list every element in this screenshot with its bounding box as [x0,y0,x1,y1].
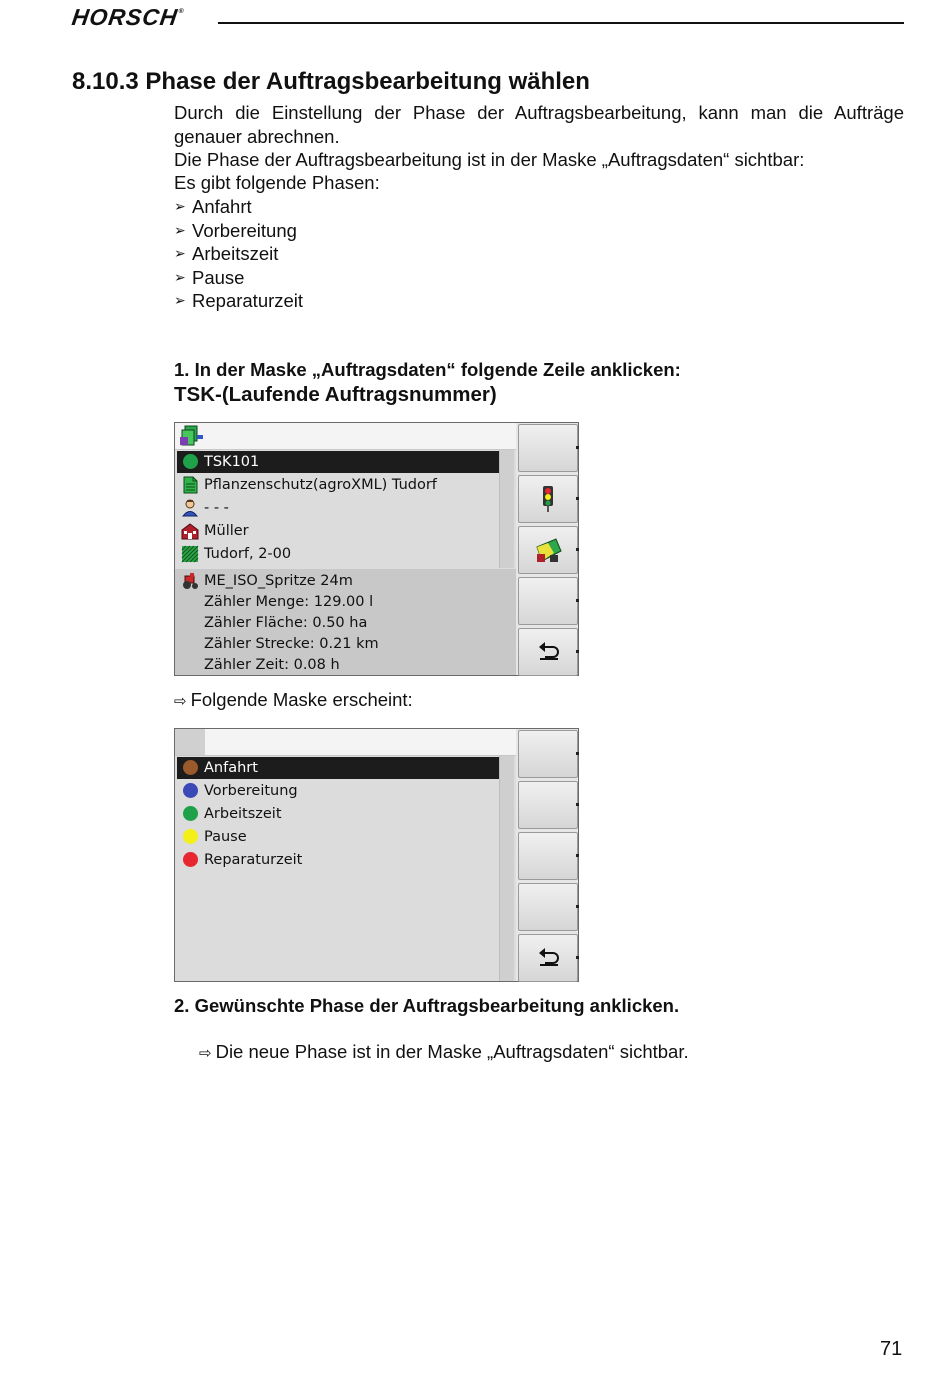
softkey-4[interactable] [518,883,578,931]
visible-note: Die Phase der Auftragsbearbeitung ist in der Maske „Auftragsdaten“ sichtbar: [174,149,805,170]
counter-amount: Zähler Menge: 129.00 l [204,594,374,610]
phase-option-pause[interactable]: Pause [177,826,499,848]
counter-area: Zähler Fläche: 0.50 ha [204,615,368,631]
traffic-light-icon [541,485,555,513]
phase-color-icon [183,852,198,867]
list-item: ➢ Reparaturzeit [174,290,304,311]
scrollbar[interactable] [499,756,514,981]
phase-option-vorbereitung[interactable]: Vorbereitung [177,780,499,802]
phase-color-icon [183,829,198,844]
bullet-arrow-icon: ➢ [174,198,186,214]
scrollbar[interactable] [499,450,514,568]
result-note-2: ⇨ Die neue Phase ist in der Maske „Auftragsdaten“ sichtbar. [199,1041,689,1062]
phase-option-anfahrt[interactable]: Anfahrt [177,757,499,779]
machine-info-panel [175,569,516,675]
phase-status-icon [183,454,198,469]
list-item: ➢ Vorbereitung [174,219,297,241]
softkey-3[interactable] [518,832,578,880]
phase-color-icon [183,783,198,798]
list-item: ➢ Arbeitszeit [174,243,279,264]
counter-distance: Zähler Strecke: 0.21 km [204,636,379,652]
step1-target: TSK-(Laufende Auftragsnummer) [174,383,497,406]
softkey-column [516,423,578,675]
softkey-4[interactable] [518,577,578,625]
task-data-icon [179,425,205,447]
field-row[interactable]: Tudorf, 2-00 [177,543,499,565]
result-arrow-icon: ⇨ [199,1045,212,1062]
field-icon [181,545,199,563]
result-note-1: ⇨ Folgende Maske erscheint: [174,689,413,710]
bullet-arrow-icon: ➢ [174,245,186,261]
bullet-arrow-icon: ➢ [174,292,186,308]
back-icon [537,639,561,661]
screen-title-bar [175,423,516,450]
softkey-2[interactable] [518,781,578,829]
phase-color-icon [183,806,198,821]
back-softkey[interactable] [518,628,578,676]
intro-paragraph: Durch die Einstellung der Phase der Auftragsbearbeitung, kann man die Aufträge genauer abrechnen. [174,102,904,147]
softkey-column [516,729,578,981]
bullet-arrow-icon: ➢ [174,268,186,285]
phase-option-reparaturzeit[interactable]: Reparaturzeit [177,849,499,871]
task-name-row[interactable]: Pflanzenschutz(agroXML) Tudorf [177,474,499,496]
phase-option-arbeitszeit[interactable]: Arbeitszeit [177,803,499,825]
step2-instruction: 2. Gewünschte Phase der Auftragsbearbeitung anklicken. [174,995,680,1016]
farm-icon [181,522,199,540]
screen-title-bar [175,729,516,756]
step1-instruction: 1. In der Maske „Auftragsdaten“ folgende Zeile anklicken: [174,359,681,380]
phases-intro: Es gibt folgende Phasen: [174,172,380,193]
document-icon [181,476,199,494]
phase-list [174,195,303,313]
phase-select-screen [174,728,579,982]
horsch-logo: HORSCH® [70,4,186,30]
softkey-1[interactable] [518,730,578,778]
field-map-icon [536,537,562,563]
list-item: ➢ Anfahrt [174,196,252,217]
task-data-screen [174,422,579,676]
phase-color-icon [183,760,198,775]
softkey-1[interactable] [518,424,578,472]
softkey-phase[interactable] [518,475,578,523]
result-arrow-icon: ⇨ [174,693,187,710]
worker-icon [181,499,199,517]
list-item: ➢ Pause [174,266,245,288]
page-number: 71 [880,1338,903,1360]
back-softkey[interactable] [518,934,578,982]
machine-row: ME_ISO_Spritze 24m [177,570,499,592]
section-title: 8.10.3 Phase der Auftragsbearbeitung wählen [72,68,590,95]
task-number-row[interactable]: TSK101 [177,451,499,473]
counter-time: Zähler Zeit: 0.08 h [204,657,340,673]
tractor-icon [181,572,199,590]
worker-row[interactable]: - - - [177,497,499,519]
softkey-field[interactable] [518,526,578,574]
customer-row[interactable]: Müller [177,520,499,542]
header-rule [218,22,904,24]
back-icon [537,945,561,967]
bullet-arrow-icon: ➢ [174,221,186,238]
